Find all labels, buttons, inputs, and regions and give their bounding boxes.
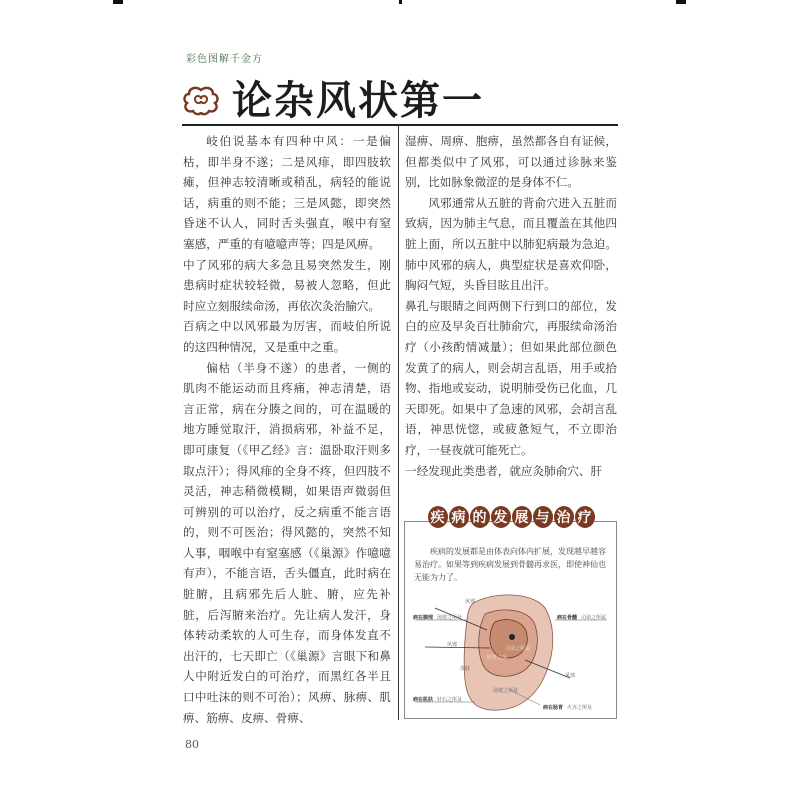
title-rule: [182, 124, 618, 126]
chapter-title: 论杂风状第一: [232, 77, 484, 124]
title-char: 疗: [575, 506, 595, 528]
title-char: 疾: [428, 506, 448, 528]
diagram-label-inner-center: 司命之所属: [505, 646, 531, 652]
left-column: [183, 131, 391, 728]
paragraph: 岐伯说基本有四种中风：一是偏枯，即半身不遂；二是风痱，即四肢软瘫，但神志较清晰或稍乱，病轻的能说话，病重的则不能；三是风懿，即突然昏迷不认人，同时舌头强直，喉中有窒塞感，严重的有噫噫声等；四是风痹。: [183, 134, 391, 251]
paragraph: 中了风邪的病大多急且易突然发生，刚患病时症状较轻微，易被人忽略，但此时应立刻服续命汤，再依次灸治腧穴。: [183, 257, 391, 313]
right-column: [405, 131, 617, 481]
title-char: 展: [512, 506, 532, 528]
diagram-label-fengxie-top: 风邪: [465, 599, 476, 605]
paragraph: 风邪通常从五脏的背俞穴进入五脏而致病，因为肺主气息，而且覆盖在其他四脏上面，所以五脏中以肺犯病最为急迫。肺中风邪的病人，典型症状是喜欢仰卧，胸闷气短，头昏目眩且出汗。: [405, 195, 617, 293]
paragraph: 湿痹、周痹、胞痹，虽然都各自有证候，但都类似中了风邪，可以通过诊脉来鉴别，比如脉象微涩的是身体不仁。: [405, 134, 617, 190]
sidebar-box-intro: 疾病的发展都是由体表向体内扩展，发现越早越容易治疗。如果等到疾病发展到骨髓再求医，即使神仙也无能为力了。: [414, 547, 606, 582]
title-char: 的: [470, 506, 490, 528]
title-char: 与: [533, 506, 553, 528]
running-head: 彩色图解千金方: [186, 54, 263, 65]
column-divider: [398, 124, 399, 720]
paragraph: 百病之中以风邪最为厉害，而岐伯所说的这四种情况，又是重中之重。: [183, 319, 391, 354]
title-char: 病: [449, 506, 469, 528]
paragraph: 偏枯（半身不遂）的患者，一侧的肌肉不能运动而且疼痛，神志清楚，语言正常，病在分腠之间的，可在温暖的地方睡觉取汗，消损病邪，补益不足，即可康复（《甲乙经》言：温卧取汗则多取点汗）；得风痱的全身不疼，但四肢不灵活，神志稍微模糊，如果语声微弱但可辨别的可以治疗，反之病重不能言语的，则不可医治；得风懿的，突然不知人事，咽喉中有窒塞感（《巢源》作噫噫有声），不能言语，舌头僵直，此时病在脏腑，且病邪先后人脏、腑，应先补脏，后泻腑来治疗。先让病人发汗，身体转动柔软的人可生存，而身体发直不出汗的，七天即亡（《巢源》言眼下和鼻人中附近发白的可治疗，而黑红各半且口中吐沫的则不可治）；风痹、脉痹、肌痹、筋痹、皮痹、骨痹、: [183, 360, 391, 725]
diagram-label-left-mid: 风邪: [447, 642, 458, 648]
title-char: 发: [491, 506, 511, 528]
crop-mark-left: [113, 0, 123, 4]
title-char: 治: [554, 506, 574, 528]
diagram-label-right-mid: 风邪: [565, 673, 576, 679]
diagram-label-right-upper: 病在骨髓 司命之所属: [557, 615, 607, 621]
cloud-ornament-icon: [182, 86, 220, 116]
diagram-label-skin: 皮肤: [460, 666, 471, 672]
diagram-label-inner-left: 肠胃之所: [487, 655, 508, 661]
page-number: 80: [185, 738, 199, 751]
crop-mark-center: [399, 0, 402, 4]
paragraph: 一经发现此类患者，就应灸肺俞穴、肝: [405, 463, 603, 478]
disease-progression-diagram: [405, 590, 615, 715]
diagram-label-left-lower: 病在肌肤 针石之所及: [413, 697, 463, 703]
sidebar-box-title: [431, 506, 591, 532]
crop-mark-right: [676, 0, 686, 4]
chapter-title-row: [182, 78, 484, 124]
diagram-label-left-upper: 病在腠理 汤熨之所及: [413, 615, 463, 621]
diagram-label-right-lower: 病在肠胃 火齐之所及: [543, 705, 593, 711]
diagram-label-outer-bottom: 汤熨之所及: [493, 688, 519, 694]
paragraph: 鼻孔与眼睛之间两侧下行到口的部位，发白的应及早灸百壮肺俞穴，再服续命汤治疗（小孩酌情减量）；但如果此部位颜色发黄了的病人，则会胡言乱语，用手或拾物、指地或妄动，说明肺受伤已化血，几天即死。如果中了急速的风邪，会胡言乱语，神思恍惚，或疲惫短气，不立即治疗，一昼夜就可能死亡。: [405, 298, 617, 457]
